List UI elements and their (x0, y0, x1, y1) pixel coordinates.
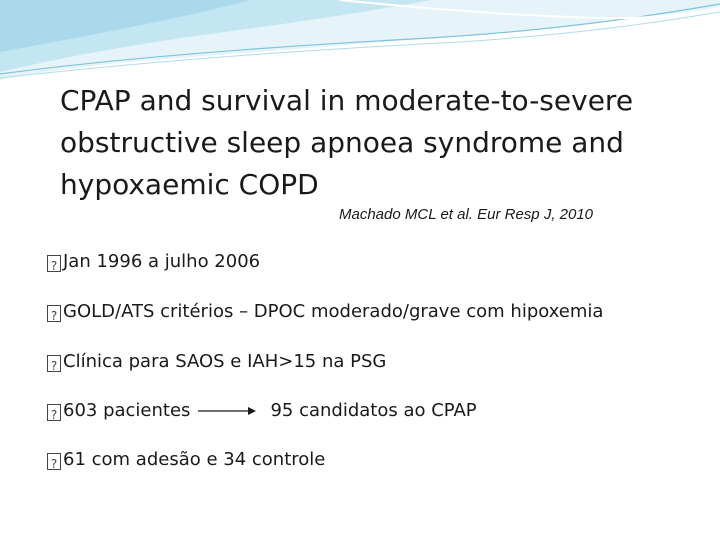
bullet-text: Jan 1996 a julho 2006 (63, 251, 261, 272)
bullet-text: Clínica para SAOS e IAH>15 na PSG (63, 351, 387, 372)
bullet-item (47, 300, 603, 324)
missing-glyph-icon (47, 305, 61, 322)
bullet-text: GOLD/ATS critérios – DPOC moderado/grave com hipoxemia (63, 301, 604, 322)
bullet-text: 603 pacientes (63, 400, 191, 421)
bullet-item (47, 350, 386, 374)
missing-glyph-icon (47, 355, 61, 372)
bullet-item (47, 399, 477, 423)
missing-glyph-icon (47, 453, 61, 470)
slide-title (60, 80, 680, 206)
missing-glyph-icon (47, 255, 61, 272)
arrow-target-text: 95 candidatos ao CPAP (270, 400, 477, 421)
bullet-item (47, 448, 325, 472)
missing-glyph-icon (47, 404, 61, 421)
right-arrow-icon (198, 405, 256, 417)
bullet-text: 61 com adesão e 34 controle (63, 449, 326, 470)
title-line: hypoxaemic COPD (60, 168, 319, 201)
citation: Machado MCL et al. Eur Resp J, 2010 (339, 206, 594, 223)
bullet-item (47, 250, 260, 274)
title-line: obstructive sleep apnoea syndrome and (60, 126, 624, 159)
title-line: CPAP and survival in moderate-to-severe (60, 84, 634, 117)
